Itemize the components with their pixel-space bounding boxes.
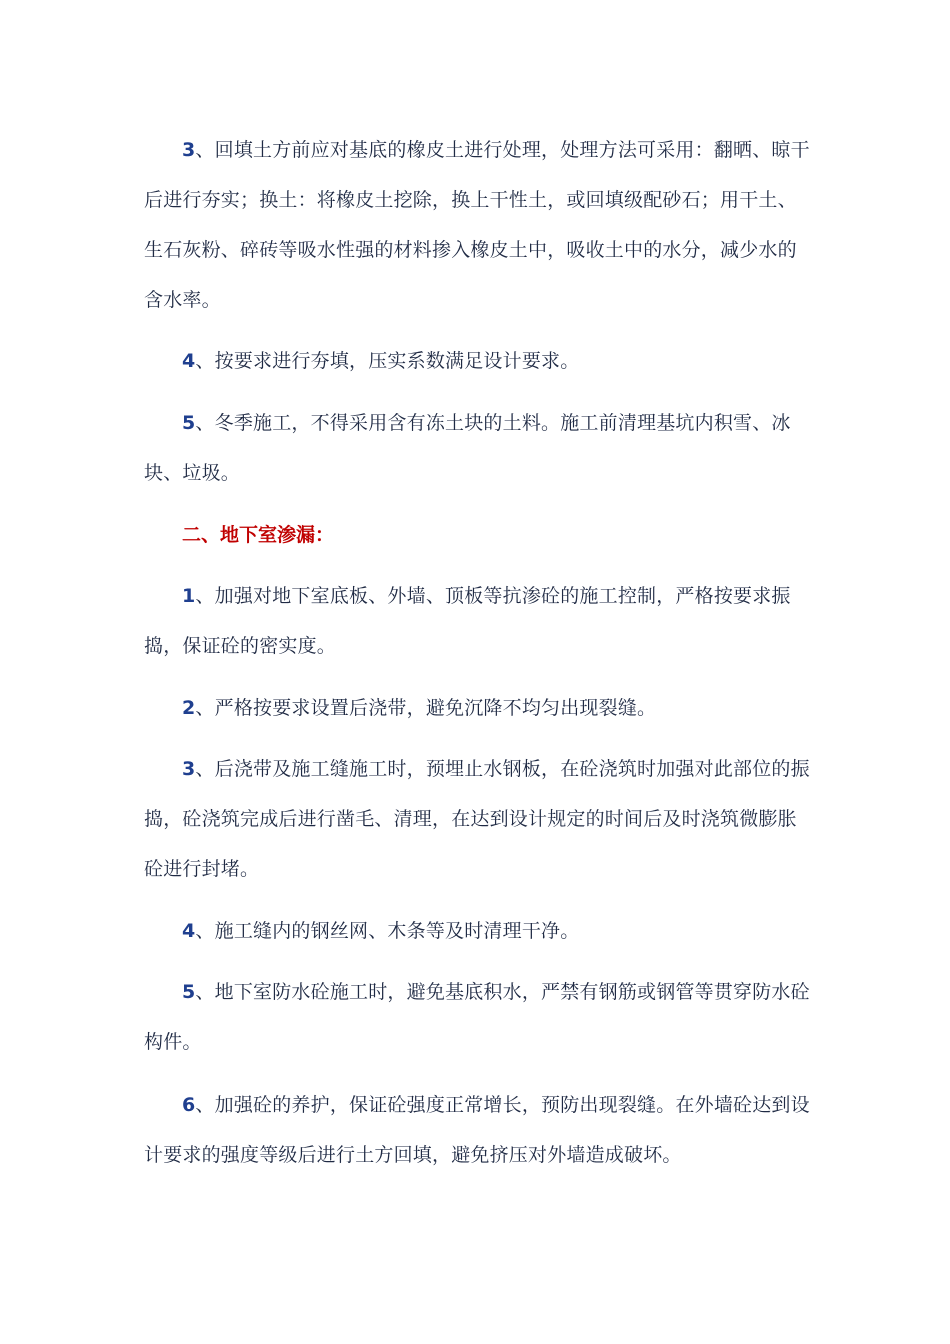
item-text: 、施工缝内的钢丝网、木条等及时清理干净。 bbox=[195, 920, 580, 942]
paragraph-item-3 bbox=[144, 125, 810, 325]
paragraph-item-5 bbox=[144, 398, 810, 498]
item-text: 、冬季施工，不得采用含有冻土块的土料。施工前清理基坑内积雪、冰块、垃圾。 bbox=[144, 412, 791, 484]
item-number: 5 bbox=[182, 412, 196, 434]
paragraph-item-1 bbox=[144, 571, 810, 671]
item-number: 4 bbox=[182, 350, 196, 372]
item-text: 、地下室防水砼施工时，避免基底积水，严禁有钢筋或钢管等贯穿防水砼构件。 bbox=[144, 981, 810, 1053]
item-text: 、严格按要求设置后浇带，避免沉降不均匀出现裂缝。 bbox=[195, 697, 657, 719]
item-number: 2 bbox=[182, 697, 196, 719]
item-number: 1 bbox=[182, 585, 196, 607]
item-number: 6 bbox=[182, 1094, 196, 1116]
paragraph-item-4 bbox=[144, 336, 810, 386]
item-number: 3 bbox=[182, 758, 196, 780]
item-text: 、回填土方前应对基底的橡皮土进行处理，处理方法可采用：翻晒、晾干后进行夯实；换土：将橡皮土挖除，换上干性土，或回填级配砂石；用干土、生石灰粉、碎砖等吸水性强的材料掺入橡皮土中，吸收土中的水分，减少水的含水率。 bbox=[144, 139, 810, 311]
paragraph-item-3b bbox=[144, 744, 810, 894]
item-text: 、加强对地下室底板、外墙、顶板等抗渗砼的施工控制，严格按要求振捣，保证砼的密实度。 bbox=[144, 585, 791, 657]
paragraph-item-4b bbox=[144, 906, 810, 956]
item-number: 5 bbox=[182, 981, 196, 1003]
paragraph-item-5b bbox=[144, 967, 810, 1067]
item-text: 、按要求进行夯填，压实系数满足设计要求。 bbox=[195, 350, 580, 372]
item-number: 4 bbox=[182, 920, 196, 942]
section-heading: 二、地下室渗漏： bbox=[182, 524, 335, 546]
item-number: 3 bbox=[182, 139, 196, 161]
item-text: 、后浇带及施工缝施工时，预埋止水钢板，在砼浇筑时加强对此部位的振捣，砼浇筑完成后进行凿毛、清理，在达到设计规定的时间后及时浇筑微膨胀砼进行封堵。 bbox=[144, 758, 810, 880]
paragraph-item-2 bbox=[144, 683, 810, 733]
paragraph-item-6 bbox=[144, 1080, 810, 1180]
item-text: 、加强砼的养护，保证砼强度正常增长，预防出现裂缝。在外墙砼达到设计要求的强度等级后进行土方回填，避免挤压对外墙造成破坏。 bbox=[144, 1094, 810, 1166]
